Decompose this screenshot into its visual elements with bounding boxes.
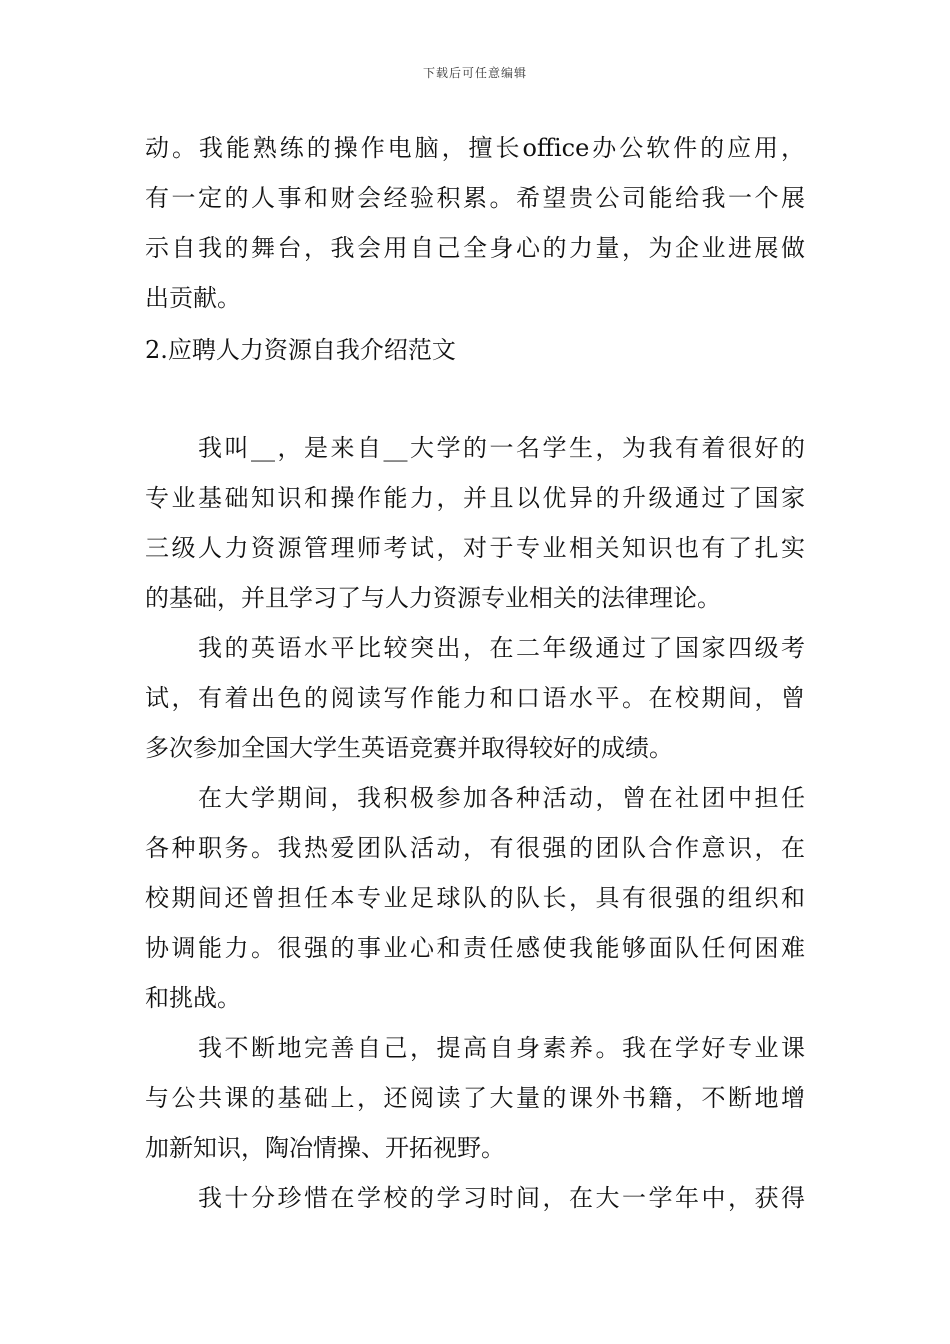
text-line: 和挑战。	[145, 984, 241, 1012]
text-line: 多次参加全国大学生英语竞赛并取得较好的成绩。	[145, 734, 673, 762]
text-line: 的基础，并且学习了与人力资源专业相关的法律理论。	[145, 584, 721, 612]
page-header: 下载后可任意编辑	[422, 66, 527, 80]
text-line: 我的英语水平比较突出，在二年级通过了国家四级考	[198, 634, 805, 662]
text-line: 我十分珍惜在学校的学习时间，在大一学年中，获得	[198, 1184, 805, 1212]
text-line: 三级人力资源管理师考试，对于专业相关知识也有了扎实	[145, 534, 805, 562]
text-line: 有一定的人事和财会经验积累。希望贵公司能给我一个展	[145, 184, 805, 212]
text-line: 协调能力。很强的事业心和责任感使我能够面队任何困难	[145, 934, 805, 962]
text-line: 与公共课的基础上，还阅读了大量的课外书籍，不断地增	[145, 1084, 805, 1112]
text-line: 我叫__，是来自__大学的一名学生，为我有着很好的	[198, 434, 805, 462]
section-heading: 2.应聘人力资源自我介绍范文	[145, 336, 456, 364]
text-line: 各种职务。我热爱团队活动，有很强的团队合作意识，在	[145, 834, 805, 862]
text-line: 我不断地完善自己，提高自身素养。我在学好专业课	[198, 1034, 805, 1062]
text-line: 出贡献。	[145, 284, 241, 312]
text-line: 加新知识，陶冶情操、开拓视野。	[145, 1134, 505, 1162]
text-line: 在大学期间，我积极参加各种活动，曾在社团中担任	[198, 784, 805, 812]
text-line: 专业基础知识和操作能力，并且以优异的升级通过了国家	[145, 484, 805, 512]
text-line: 试，有着出色的阅读写作能力和口语水平。在校期间，曾	[145, 684, 805, 712]
text-line: 示自我的舞台，我会用自己全身心的力量，为企业进展做	[145, 234, 805, 262]
text-line: 动。我能熟练的操作电脑，擅长office办公软件的应用，	[145, 134, 805, 162]
text-line: 校期间还曾担任本专业足球队的队长，具有很强的组织和	[145, 884, 805, 912]
